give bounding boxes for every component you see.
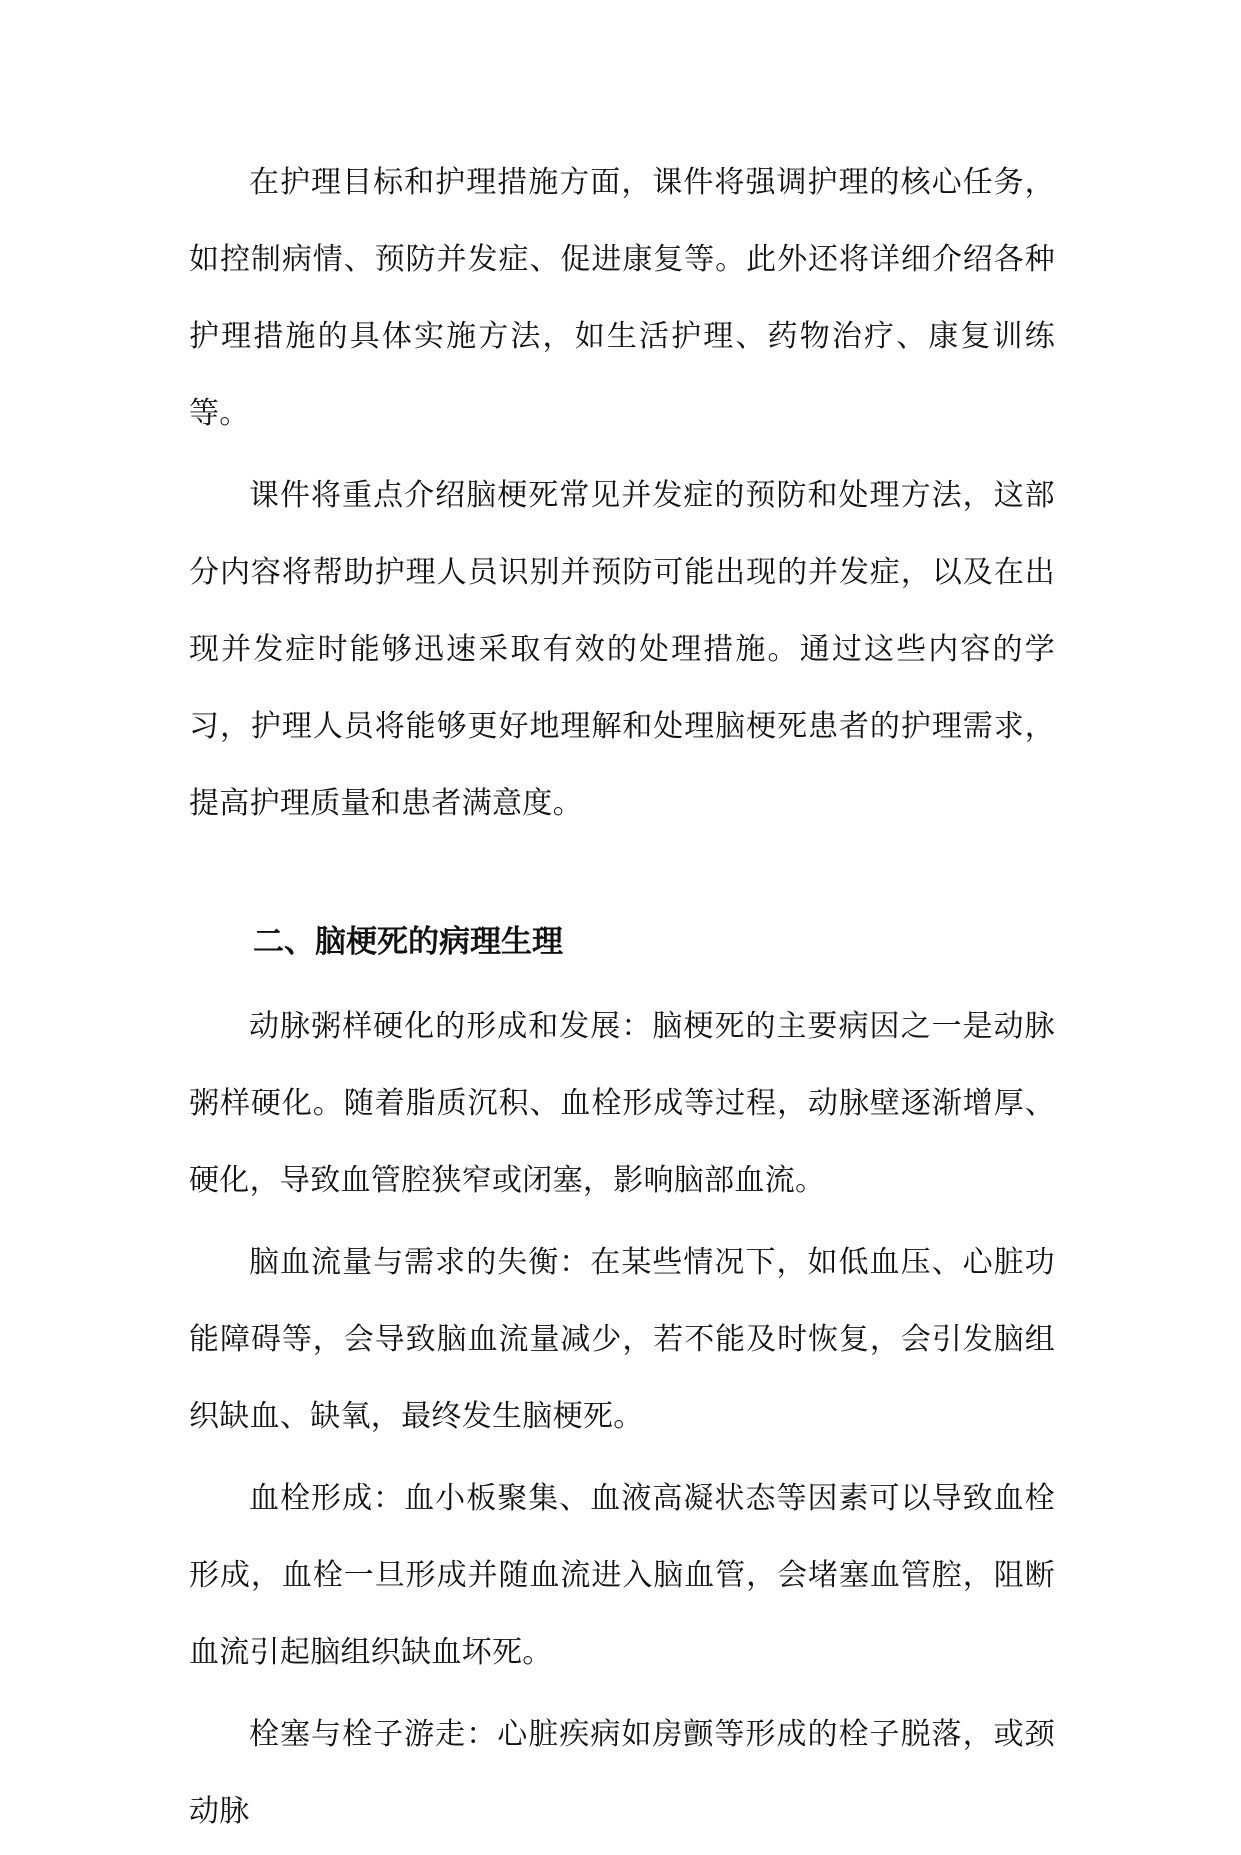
paragraph-complications: 课件将重点介绍脑梗死常见并发症的预防和处理方法，这部分内容将帮助护理人员识别并预防可能出现的并发症，以及在出现并发症时能够迅速采取有效的处理措施。通过这些内容的学习，护理人员将能够更好地理解和处理脑梗死患者的护理需求，提高护理质量和患者满意度。 <box>189 478 1055 821</box>
paragraph-embolism: 栓塞与栓子游走：心脏疾病如房颤等形成的栓子脱落，或颈动脉 <box>189 1717 1055 1829</box>
document-page <box>189 144 1055 1855</box>
paragraph-atherosclerosis: 动脉粥样硬化的形成和发展：脑梗死的主要病因之一是动脉粥样硬化。随着脂质沉积、血栓形成等过程，动脉壁逐渐增厚、硬化，导致血管腔狭窄或闭塞，影响脑部血流。 <box>189 1009 1055 1198</box>
paragraph-nursing-goals: 在护理目标和护理措施方面，课件将强调护理的核心任务，如控制病情、预防并发症、促进康复等。此外还将详细介绍各种护理措施的具体实施方法，如生活护理、药物治疗、康复训练等。 <box>189 165 1055 431</box>
section-heading: 二、脑梗死的病理生理 <box>253 924 563 960</box>
paragraph-blood-flow-imbalance: 脑血流量与需求的失衡：在某些情况下，如低血压、心脏功能障碍等，会导致脑血流量减少，若不能及时恢复，会引发脑组织缺血、缺氧，最终发生脑梗死。 <box>189 1245 1055 1434</box>
paragraph-thrombosis: 血栓形成：血小板聚集、血液高凝状态等因素可以导致血栓形成，血栓一旦形成并随血流进入脑血管，会堵塞血管腔，阻断血流引起脑组织缺血坏死。 <box>189 1481 1055 1670</box>
